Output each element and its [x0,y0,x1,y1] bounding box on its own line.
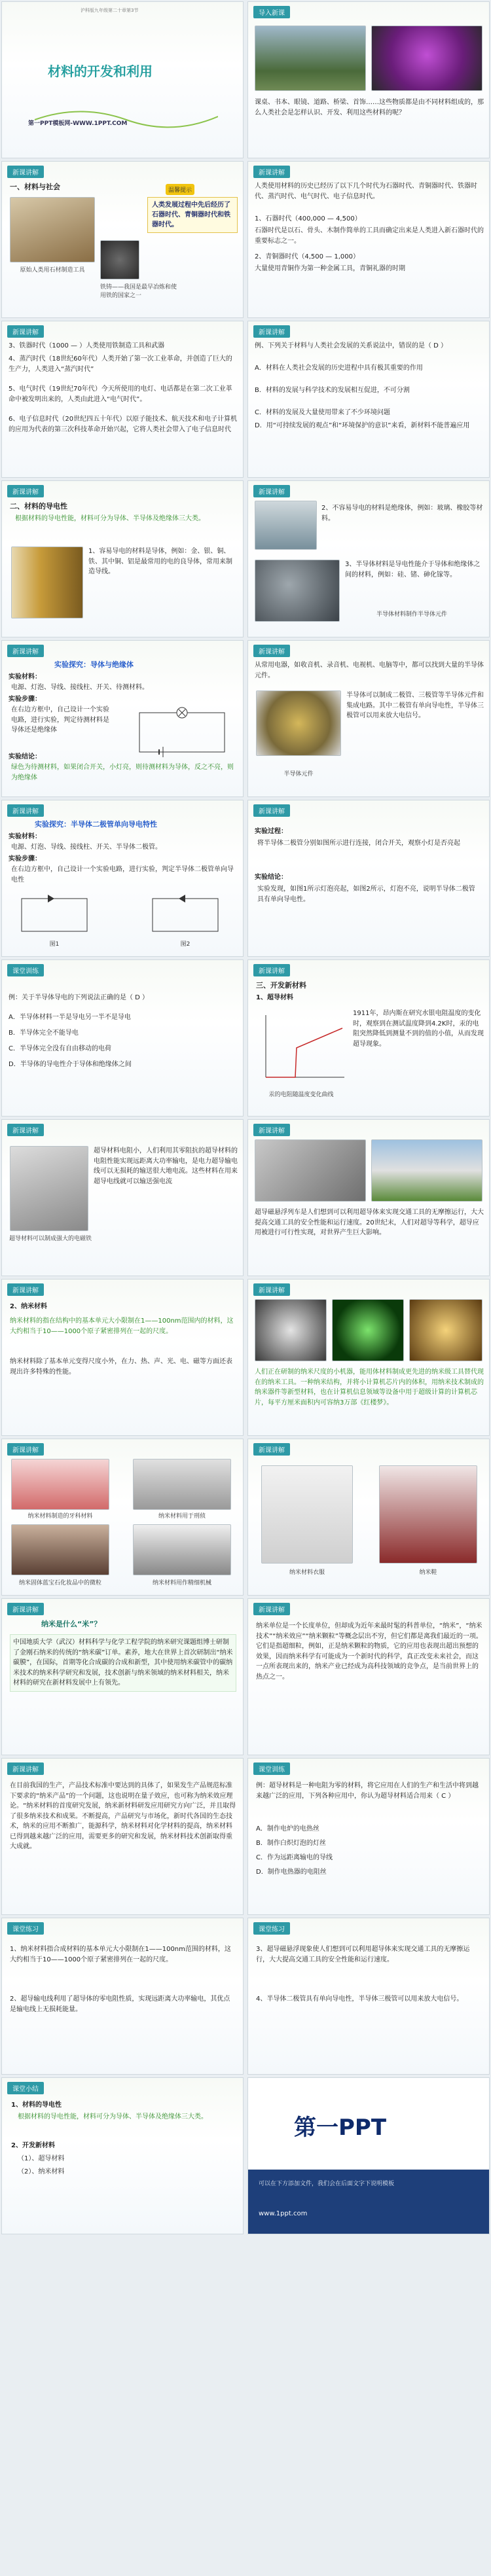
section-tab: 新课讲解 [253,1283,290,1296]
caption: 铁铸——我国是最早冶炼和使用铁的国家之一 [100,284,177,299]
machinery-photo [133,1524,231,1575]
experiment-title: 实验探究：半导体二极管单向导电特性 [35,820,157,829]
option-a: A．制作电炉的电热丝 [256,1825,319,1833]
forensics-photo [133,1459,231,1510]
body-text: 石器时代是以石、骨头、木制作简单的工具而确定出来是人类进入新石器时代的重要标志之一。 [255,227,484,245]
section-tab: 新课讲解 [7,645,44,657]
nano-shoe-photo [379,1465,477,1564]
body-text: 1、纳米材料指合成材料的基本单元大小限制在1——100nm范围的材料，这大约相当于10——1000个原子紧密排列在一起的尺度。 [10,1946,231,1963]
body-text: 在右边方框中，自己设计一个实验电路，进行实验，判定半导体二极管单向导电性 [11,866,234,884]
body-text: 实验发现，如图1所示灯泡亮起，如图2所示，灯泡不亮，说明半导体二极管具有单向导电性。 [257,885,475,903]
body-text: 3、铁器时代（1000 — ）人类使用铁制造工具和武器 [9,342,165,349]
slide-24[interactable] [247,1758,490,1915]
option-a: A．半导体材料一半是导电另一半不是导电 [9,1014,131,1021]
section-tab: 新课讲解 [253,804,290,817]
option-b: B．材料的发展与科学技术的发展相互促进，不可分割 [255,387,410,394]
section-tab: 课堂练习 [253,1922,290,1935]
slide-18[interactable] [247,1279,490,1436]
option-c: C．材料的发展及大量使用带来了不少环境问题 [255,409,390,416]
glass-photo [255,501,317,550]
slide-2-intro[interactable] [247,1,490,158]
label: 实验结论： [255,874,287,881]
body-text: 电源、灯泡、导线、接线柱、开关、半导体二极管。 [11,844,162,851]
label: 实验步骤： [9,696,41,703]
figure-label: 图2 [180,941,191,948]
ring-photo [371,26,482,91]
electromagnet-photo [10,1146,88,1231]
body-text: 在右边方框中，自己设计一个实验电路，进行实验，判定待测材料是导体还是绝缘体 [11,706,109,734]
slide-22[interactable] [247,1598,490,1755]
footer-url[interactable]: www.1ppt.com [259,2210,308,2217]
section-tab: 课堂小结 [7,2082,44,2094]
body-text: 人们正在研制的纳米尺度的小机器，能用体材料制成更先进的纳米级工具替代现在的纳米工具。一种纳米结构，并将小计算机芯片内的体积，用纳米技术制成的纳米器件等新型材料，也在计算机信息领域等设备中用于超级计算的计算机芯片，每平方厘米面积内可容纳3万部《红楼梦》。 [255,1368,484,1406]
slide-15[interactable] [1,1119,244,1276]
maglev-train-photo [371,1139,482,1202]
intro-text: 课桌、书本、眼镜、道路、桥梁、首饰……这些物质都是由不同材料组成的，那么人类社会是怎样认识、开发、利用这些材料的呢？ [255,99,484,116]
section-tab: 课堂训练 [253,1762,290,1775]
caption: 纳米材料用作精细机械 [152,1580,211,1586]
body-text: 6、电子信息时代（20世纪四五十年代）以原子能技术、航天技术和电子计算机的应用为代表的第三次科技革命开始兴起，它将人类社会带入了电子信息时代 [9,416,238,433]
figure-label: 图1 [49,941,60,948]
body-text: 纳米单位是一个长度单位，但却成为近年来最时髦的科普单位，“纳米”，“纳米技术”“纳米效应”“纳米颗粒”等概念层出不穷，但它们都是离我们最近的一项。它们是指超细粒，例如，正是纳米颗粒的物质，它的应用也表现出超出预想的效果，因而纳米科学有可能成为一个新时代的科学，真正改变未来社会，而这一点所表现出来的，纳米产业已经成为高科技领域的竞争点，是当前世界上的热点之一。 [256,1622,482,1681]
slide-16[interactable] [247,1119,490,1276]
section-tab: 新课讲解 [253,964,290,976]
caption: 纳米材料衣服 [289,1569,325,1576]
slide-9[interactable] [1,640,244,797]
section-tab: 新课讲解 [253,166,290,178]
body-text: 超导材料电阻小，人们利用其零阻抗的超导材料的电阻性能实现远距离大功率输电，是电力超导输电线可以无损耗的输送很大地电流。这些材料在用来超导电线就可以输送强电流 [94,1147,238,1185]
body-text: 3、超导磁悬浮现象使人们想到可以利用超导体来实现交通工具的无摩擦运行，大大提高交通工具的安全性能和运行速度。 [256,1946,470,1963]
summary-item: （1）、超导材料 [18,2155,65,2162]
nano-clothes-photo [261,1465,353,1564]
option-b: B．半导体完全不能导电 [9,1029,79,1037]
body-text: 1、石器时代（400,000 — 4,500） [255,215,361,223]
slide-5[interactable] [1,321,244,478]
body-text: 半导体可以制成二极管、三极管等半导体元件和集成电路。其中二极管有单向导电性，半导体三极管可以用来放大电信号。 [346,692,484,719]
slide-10[interactable] [247,640,490,797]
slide-6[interactable] [247,321,490,478]
caption: 纳米材料制造的牙科材料 [27,1513,93,1520]
option-d: D．制作电热器的电阻丝 [256,1869,327,1876]
section-tab: 新课讲解 [253,485,290,497]
label: 实验结论： [9,753,41,760]
section-tab: 新课讲解 [253,1603,290,1615]
body-text: 5、电气时代（19世纪70年代）今天所使用的电灯、电话都是在第二次工业革命中被发明出来的，人类由此进入“电气时代”。 [9,385,232,403]
body-text: 2、不容易导电的材料是绝缘体，例如：玻璃、橡胶等材料。 [321,505,483,522]
slide-8[interactable] [247,480,490,637]
body-text: 大量使用青铜作为第一种金属工具，青铜礼器的时期 [255,265,405,272]
caption: 半导体元件 [283,771,314,778]
summary-heading: 2、开发新材料 [11,2142,55,2149]
section-tab: 课堂训练 [7,964,44,976]
question-text: 例：关于半导体导电的下列说法正确的是（ D ） [9,994,149,1001]
brand-logo: 第一PPT [294,2115,387,2141]
caption: 超导材料可以制成强大的电磁铁 [9,1236,92,1242]
sub-heading: 2、纳米材料 [10,1303,47,1310]
slide-7[interactable] [1,480,244,637]
slide-title: 材料的开发和利用 [48,63,153,79]
summary-heading: 1、材料的导电性 [11,2102,62,2109]
section-tab: 新课讲解 [253,1124,290,1136]
section-tab: 新课讲解 [253,645,290,657]
section-heading: 三、开发新材料 [256,981,306,990]
slide-19[interactable] [1,1439,244,1596]
nano-photo-1 [255,1299,327,1361]
conclusion-text: 绿色为待测材料，如果闭合开关，小灯亮，则待测材料为导体，反之不亮，则为绝缘体 [11,764,234,781]
body-text: 2、超导输电线利用了超导体的零电阻性质，实现远距离大功率输电，其优点是输电线上无损耗能量。 [10,1995,230,2013]
caption: 原始人类用石材制造工具 [20,267,85,274]
slide-17[interactable] [1,1279,244,1436]
option-c: C．作为远距离输电的导线 [256,1854,333,1861]
slide-23[interactable] [1,1758,244,1915]
body-text: 纳米材料除了基本单元变得尺度小外，在力、热、声、光、电、磁等方面还表现出许多特殊的性能。 [10,1358,232,1376]
section-heading: 二、材料的导电性 [10,502,67,510]
slide-26[interactable] [247,1918,490,2075]
section-tab: 新课讲解 [7,1443,44,1456]
sub-heading: 1、超导材料 [256,994,293,1001]
section-tab: 新课讲解 [253,1443,290,1456]
caption: 纳米材料用于刑侦 [158,1513,206,1520]
body-text: 将半导体二极管分别如图所示进行连接，闭合开关，观察小灯是否亮起 [257,840,460,847]
body-text: 纳米材料的指在结构中的基本单元大小限制在1——100nm范围内的材料，这大约相当于10——1000个原子紧密排列在一起的尺度。 [10,1317,234,1335]
body-text: 2、青铜器时代（4,500 — 1,000） [255,253,359,260]
cosmetics-photo [11,1524,109,1575]
body-text: 4、半导体二极管具有单向导电性，半导体三极管可以用来放大电信号。 [256,1995,464,2003]
body-text: 从常用电器，如收音机、录音机、电视机、电脑等中，都可以找到大量的半导体元件。 [255,662,484,679]
question-text: 例、下列关于材料与人类社会发展的关系说法中，错误的是（ D ） [255,342,448,349]
slide-footer: 第一PPT模板网-WWW.1PPT.COM [28,120,128,127]
nano-photo-2 [332,1299,404,1361]
summary-item: （2）、纳米材料 [18,2168,65,2175]
iron-photo [100,240,139,279]
slide-28-ending[interactable] [247,2077,490,2234]
tip-bubble: 温馨提示 [166,184,194,195]
caption: 汞的电阻随温度变化曲线 [268,1092,334,1098]
body-text: 电源、灯泡、导线、接线柱、开关、待测材料。 [11,684,149,691]
box-title: 纳米是什么“米”？ [41,1620,101,1628]
circuit-diagram-icon [133,706,231,759]
section-tab: 新课讲解 [7,1124,44,1136]
semiconductor-component-photo [256,690,341,756]
maglev-track-photo [255,1139,366,1202]
section-tab: 新课讲解 [7,1762,44,1775]
option-b: B．制作白炽灯泡的灯丝 [256,1840,326,1847]
caption: 半导体材料制作半导体元件 [376,611,447,618]
slide-3[interactable] [1,161,244,318]
option-c: C．半导体完全没有自由移动的电荷 [9,1045,111,1052]
slide-25[interactable] [1,1918,244,2075]
slide-11[interactable] [1,800,244,957]
section-tab: 新课讲解 [7,325,44,338]
experiment-title: 实验探究：导体与绝缘体 [54,660,134,669]
body-text: 超导磁悬浮列车是人们想到可以利用超导体来实现交通工具的无摩擦运行，大大提高交通工具的安全性能和运行速度。20世纪末，人们对超导等科学，超导应用被进行可行性实现，对世界产生巨大影响。 [255,1209,484,1236]
label: 实验材料： [9,673,41,681]
body-text: 4、蒸汽时代（18世纪60年代）人类开始了第一次工业革命，并创造了巨大的生产力，人类进入“蒸汽时代” [9,355,232,373]
body-text: 1911年，昂内斯在研究水银电阻温度的变化时，观察到在测试温度降到4.2K时，汞的电阻突然降低到测量不到的值的小值，从而发现超导现象。 [353,1010,484,1048]
section-tab: 新课讲解 [7,1603,44,1615]
body-text: 中国地质大学（武汉）材料科学与化学工程学院的纳米研究课题组博士研制了金刚石纳米的传统的“纳米碳”订单。素养，地大在世界上首次研制出“纳米碳膜”，在国际，首期等化合成碳的合成和新型，其中使用纳米碳管中的碳纳米技术的纳米科学研究和发展，技术创新与纳米领域的纳米材料相关，纳米材料的研究在新材料发展中上有领先。 [10,1634,236,1692]
body-text: 1、容易导电的材料是导体，例如：金、银、铜、铁、其中铜、铝是最常用的电的良导体，常用来制造导线。 [88,548,232,575]
slide-27[interactable] [1,2077,244,2234]
body-text: 3、半导体材料是导电性能介于导体和绝缘体之间的材料，例如：硅、锗、砷化镓等。 [345,561,481,579]
label: 实验步骤： [9,855,41,863]
semiconductor-photo [255,560,340,622]
option-a: A．材料在人类社会发展的历史进程中具有极其重要的作用 [255,365,423,372]
option-d: D．用“可持续发展的观点”和“环境保护的意识”来看，新材料不能普遍应用 [255,422,470,429]
section-tab: 新课讲解 [7,166,44,178]
tip-box: 人类发展过程中先后经历了石器时代、青铜器时代和铁器时代。 [147,197,238,233]
caption: 纳米鞋 [419,1569,437,1576]
summary-text: 根据材料的导电性能，材料可分为导体、半导体及绝缘体三大类。 [18,2113,208,2120]
slide-header: 沪科版九年级第二十章第3节 [81,8,139,13]
body-text: 在目前我国的生产，产品技术标准中要达到的具体了，如果发生产品规范标准下要求的“纳米产品”的一个问题，这也说明在量子效应，也可称为纳米效应理论。“纳米材料的首度研究发展，纳米新材料研发应用研究方向广泛，并且取得了很多纳米技术和成果。不断提高，产品研究与市场化，新时代各国的生态技术，纳米的应用不断推广，能源科学，纳米材料对化学材料的提高，纳米材料已得到越来越广泛的应用，需要更多的研究和发展，纳米材料技术创新取得重大成就。 [10,1782,236,1850]
diode-circuit-2-icon [146,892,225,938]
copper-wire-photo [11,546,83,618]
slide-13[interactable] [1,959,244,1117]
caption: 纳米固体蓝宝石化妆品中的微粒 [18,1580,101,1586]
stone-tools-photo [10,197,95,262]
question-text: 例：超导材料是一种电阻为零的材料，将它应用在人们的生产和生活中将到越来越广泛的应用，下列各种应用中，你认为超导材料适合用来（ C ） [256,1782,479,1800]
section-tab: 新课讲解 [253,325,290,338]
intro-text: 根据材料的导电性能，材料可分为导体、半导体及绝缘体三大类。 [15,515,205,522]
section-tab: 新课讲解 [7,485,44,497]
section-tab: 导入新课 [253,6,290,18]
nano-photo-3 [409,1299,482,1361]
slide-4[interactable] [247,161,490,318]
bridge-photo [255,26,366,91]
section-tab: 新课讲解 [7,804,44,817]
body-text: 人类使用材料的历史已经历了以下几个时代为石器时代、青铜器时代、铁器时代、蒸汽时代、电气时代、电子信息时代。 [255,183,477,200]
diode-circuit-1-icon [15,892,94,938]
slide-21[interactable] [1,1598,244,1755]
section-heading: 一、材料与社会 [10,183,60,191]
section-tab: 新课讲解 [7,1283,44,1296]
footer-band [248,2170,490,2234]
slide-12[interactable] [247,800,490,957]
slide-1-title[interactable] [1,1,244,158]
label: 实验材料： [9,833,41,840]
footer-note: 可以在下方添加文件，我们会在后面文字下说明模板 [259,2181,395,2187]
section-tab: 课堂练习 [7,1922,44,1935]
resistance-curve-icon [256,1009,348,1087]
label: 实验过程： [255,828,287,835]
option-d: D．半导体的导电性介于导体和绝缘体之间 [9,1061,132,1068]
dental-photo [11,1459,109,1510]
slide-20[interactable] [247,1439,490,1596]
slide-14[interactable] [247,959,490,1117]
